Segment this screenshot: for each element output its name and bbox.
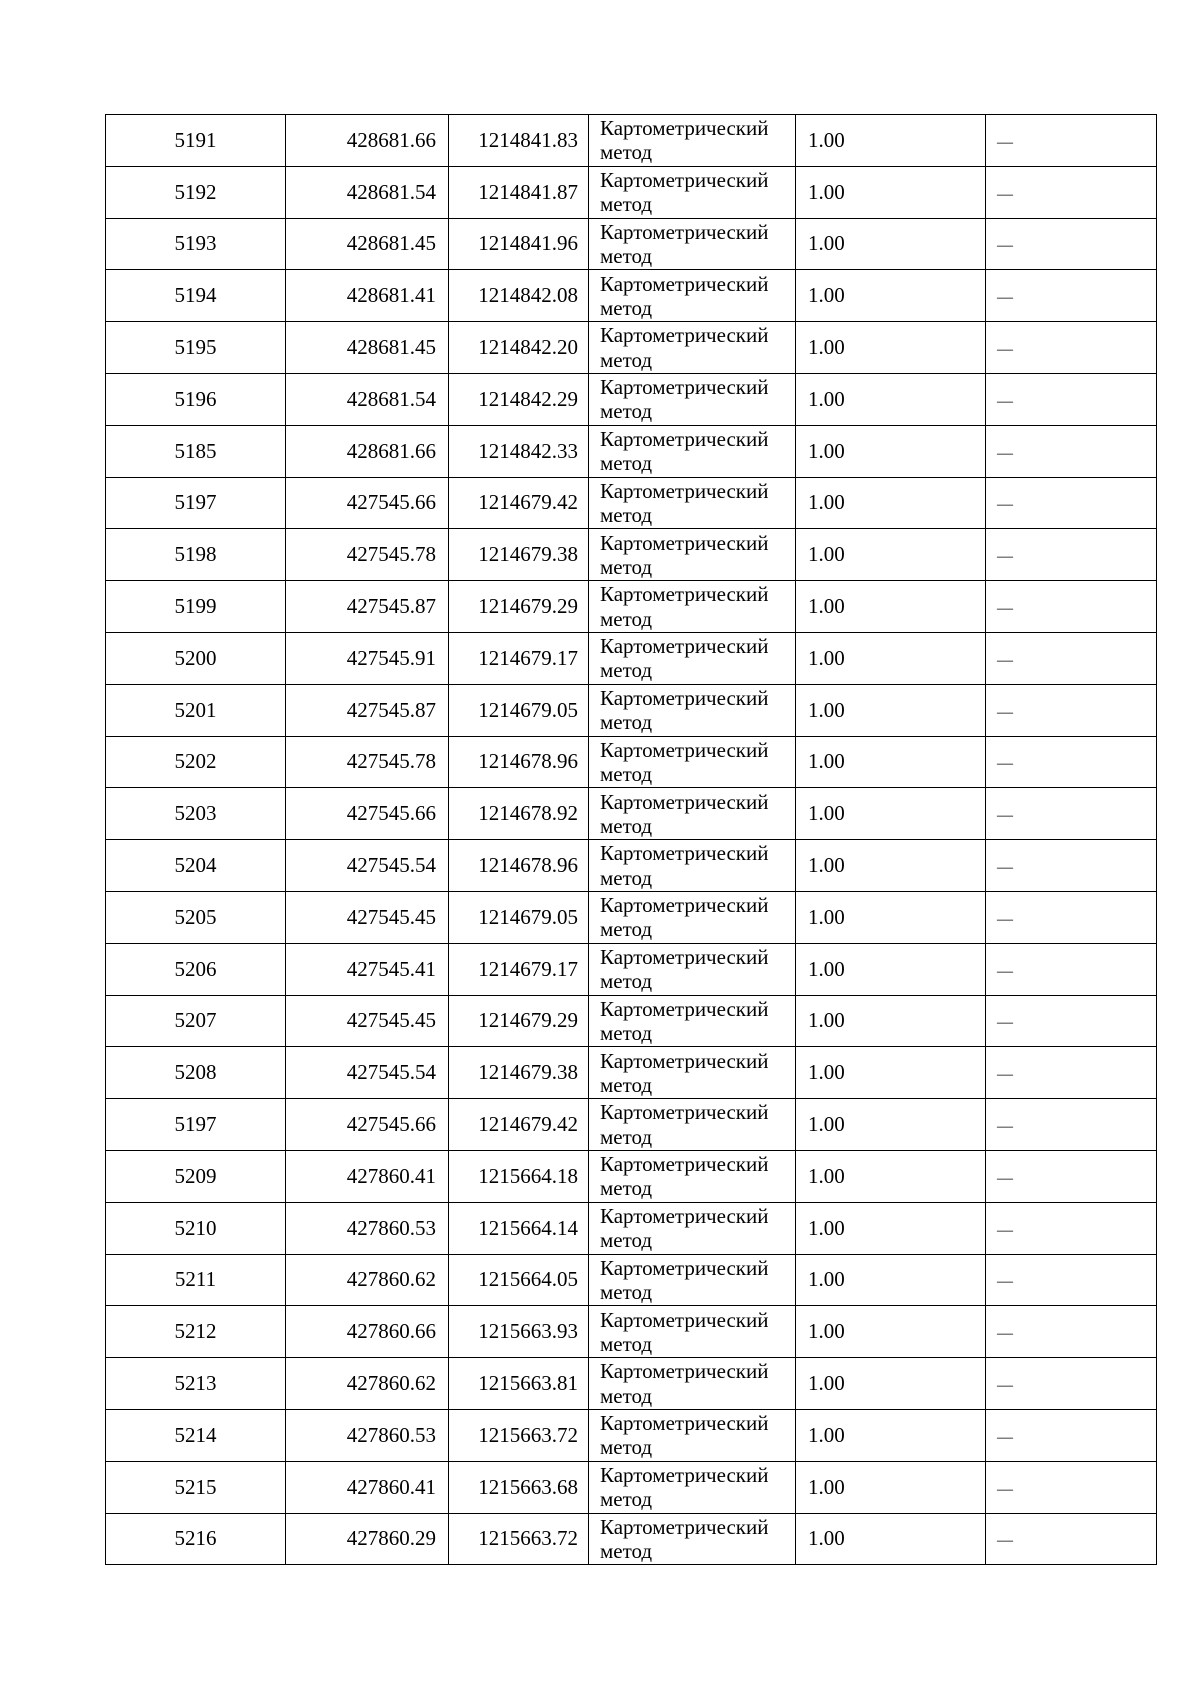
x-coordinate-cell: 427860.29 xyxy=(286,1513,449,1565)
method-line-2: метод xyxy=(600,1020,653,1045)
note-dash: — xyxy=(997,755,1013,773)
method-line-1: Картометрический xyxy=(600,1411,769,1436)
method-cell xyxy=(589,736,796,788)
x-coordinate-cell: 428681.54 xyxy=(286,166,449,218)
y-coordinate-cell: 1214842.20 xyxy=(449,322,589,374)
accuracy-cell: 1.00 xyxy=(796,1099,986,1151)
note-cell xyxy=(986,218,1157,270)
table-row xyxy=(106,322,1157,374)
note-cell xyxy=(986,529,1157,581)
method-line-2: метод xyxy=(600,1279,653,1304)
table-row xyxy=(106,1306,1157,1358)
x-coordinate-cell: 427545.78 xyxy=(286,736,449,788)
method-line-1: Картометрический xyxy=(600,737,769,762)
accuracy-cell: 1.00 xyxy=(796,1461,986,1513)
y-coordinate-cell: 1215664.18 xyxy=(449,1150,589,1202)
point-number-cell: 5208 xyxy=(106,1047,286,1099)
x-coordinate-cell: 427860.53 xyxy=(286,1202,449,1254)
method-line-1: Картометрический xyxy=(600,1359,769,1384)
method-cell xyxy=(589,425,796,477)
point-number-cell: 5212 xyxy=(106,1306,286,1358)
method-cell xyxy=(589,373,796,425)
table-row xyxy=(106,1099,1157,1151)
method-line-1: Картометрический xyxy=(600,168,769,193)
accuracy-cell: 1.00 xyxy=(796,1409,986,1461)
method-line-1: Картометрический xyxy=(600,1152,769,1177)
table-row xyxy=(106,788,1157,840)
y-coordinate-cell: 1214679.42 xyxy=(449,1099,589,1151)
y-coordinate-cell: 1214841.87 xyxy=(449,166,589,218)
method-line-1: Картометрический xyxy=(600,1203,769,1228)
x-coordinate-cell: 427545.54 xyxy=(286,840,449,892)
method-cell xyxy=(589,115,796,167)
note-dash: — xyxy=(997,1377,1013,1395)
note-dash: — xyxy=(997,1221,1013,1239)
note-dash: — xyxy=(997,1118,1013,1136)
method-line-1: Картометрический xyxy=(600,478,769,503)
note-dash: — xyxy=(997,185,1013,203)
method-line-1: Картометрический xyxy=(600,945,769,969)
note-cell xyxy=(986,1409,1157,1461)
note-cell xyxy=(986,1306,1157,1358)
note-dash: — xyxy=(997,289,1013,307)
note-dash: — xyxy=(997,703,1013,721)
accuracy-cell: 1.00 xyxy=(796,684,986,736)
note-cell xyxy=(986,995,1157,1047)
x-coordinate-cell: 427860.53 xyxy=(286,1409,449,1461)
note-dash: — xyxy=(997,1532,1013,1550)
point-number-cell: 5194 xyxy=(106,270,286,322)
x-coordinate-cell: 427860.62 xyxy=(286,1254,449,1306)
y-coordinate-cell: 1214841.96 xyxy=(449,218,589,270)
table-row xyxy=(106,166,1157,218)
method-line-1: Картометрический xyxy=(600,271,769,296)
method-line-1: Картометрический xyxy=(600,1462,769,1487)
accuracy-cell: 1.00 xyxy=(796,477,986,529)
note-cell xyxy=(986,425,1157,477)
note-dash: — xyxy=(997,444,1013,462)
accuracy-cell: 1.00 xyxy=(796,995,986,1047)
note-dash: — xyxy=(997,133,1013,151)
accuracy-cell: 1.00 xyxy=(796,218,986,270)
accuracy-cell: 1.00 xyxy=(796,529,986,581)
note-cell xyxy=(986,1513,1157,1565)
method-cell xyxy=(589,270,796,322)
method-line-2: метод xyxy=(600,1383,653,1408)
x-coordinate-cell: 427545.66 xyxy=(286,477,449,529)
y-coordinate-cell: 1214678.96 xyxy=(449,840,589,892)
note-dash: — xyxy=(997,341,1013,359)
method-line-1: Картометрический xyxy=(600,789,769,814)
method-line-1: Картометрический xyxy=(600,1255,769,1280)
point-number-cell: 5191 xyxy=(106,115,286,167)
method-cell xyxy=(589,684,796,736)
table-row xyxy=(106,1461,1157,1513)
point-number-cell: 5197 xyxy=(106,1099,286,1151)
method-line-2: метод xyxy=(600,1072,653,1097)
y-coordinate-cell: 1215664.05 xyxy=(449,1254,589,1306)
note-dash: — xyxy=(997,600,1013,618)
note-dash: — xyxy=(997,962,1013,980)
table-row xyxy=(106,684,1157,736)
note-cell xyxy=(986,788,1157,840)
note-cell xyxy=(986,1254,1157,1306)
note-dash: — xyxy=(997,392,1013,410)
x-coordinate-cell: 427545.41 xyxy=(286,943,449,995)
method-line-2: метод xyxy=(600,399,653,424)
method-line-1: Картометрический xyxy=(600,116,769,141)
table-row xyxy=(106,891,1157,943)
note-cell xyxy=(986,1047,1157,1099)
x-coordinate-cell: 427860.62 xyxy=(286,1358,449,1410)
method-cell xyxy=(589,477,796,529)
point-number-cell: 5202 xyxy=(106,736,286,788)
accuracy-cell: 1.00 xyxy=(796,1513,986,1565)
table-row xyxy=(106,115,1157,167)
point-number-cell: 5197 xyxy=(106,477,286,529)
method-line-2: метод xyxy=(600,1331,653,1356)
point-number-cell: 5205 xyxy=(106,891,286,943)
method-line-1: Картометрический xyxy=(600,582,769,607)
x-coordinate-cell: 427545.87 xyxy=(286,684,449,736)
table-row xyxy=(106,943,1157,995)
note-cell xyxy=(986,1461,1157,1513)
accuracy-cell: 1.00 xyxy=(796,840,986,892)
note-dash: — xyxy=(997,1066,1013,1084)
x-coordinate-cell: 427545.66 xyxy=(286,788,449,840)
method-line-1: Картометрический xyxy=(600,686,769,711)
table-row xyxy=(106,1409,1157,1461)
method-cell xyxy=(589,166,796,218)
accuracy-cell: 1.00 xyxy=(796,270,986,322)
method-line-1: Картометрический xyxy=(600,323,769,348)
point-number-cell: 5216 xyxy=(106,1513,286,1565)
accuracy-cell: 1.00 xyxy=(796,788,986,840)
y-coordinate-cell: 1214679.38 xyxy=(449,1047,589,1099)
table-row xyxy=(106,1358,1157,1410)
method-line-2: метод xyxy=(600,710,653,735)
point-number-cell: 5209 xyxy=(106,1150,286,1202)
y-coordinate-cell: 1214842.29 xyxy=(449,373,589,425)
note-cell xyxy=(986,736,1157,788)
x-coordinate-cell: 427545.91 xyxy=(286,632,449,684)
note-cell xyxy=(986,1358,1157,1410)
note-cell xyxy=(986,322,1157,374)
accuracy-cell: 1.00 xyxy=(796,373,986,425)
y-coordinate-cell: 1215663.93 xyxy=(449,1306,589,1358)
y-coordinate-cell: 1215664.14 xyxy=(449,1202,589,1254)
method-line-1: Картометрический xyxy=(600,1048,769,1073)
note-dash: — xyxy=(997,807,1013,825)
x-coordinate-cell: 427545.45 xyxy=(286,891,449,943)
note-dash: — xyxy=(997,1325,1013,1343)
y-coordinate-cell: 1214679.05 xyxy=(449,684,589,736)
note-cell xyxy=(986,891,1157,943)
point-number-cell: 5213 xyxy=(106,1358,286,1410)
accuracy-cell: 1.00 xyxy=(796,1358,986,1410)
y-coordinate-cell: 1214679.42 xyxy=(449,477,589,529)
point-number-cell: 5196 xyxy=(106,373,286,425)
method-cell xyxy=(589,632,796,684)
table-row xyxy=(106,477,1157,529)
table-row xyxy=(106,840,1157,892)
method-line-2: метод xyxy=(600,1228,653,1253)
y-coordinate-cell: 1214841.83 xyxy=(449,115,589,167)
accuracy-cell: 1.00 xyxy=(796,736,986,788)
method-line-1: Картометрический xyxy=(600,1307,769,1332)
method-line-1: Картометрический xyxy=(600,530,769,555)
accuracy-cell: 1.00 xyxy=(796,943,986,995)
note-cell xyxy=(986,632,1157,684)
method-cell xyxy=(589,1409,796,1461)
y-coordinate-cell: 1214678.96 xyxy=(449,736,589,788)
table-row xyxy=(106,270,1157,322)
note-dash: — xyxy=(997,1014,1013,1032)
note-dash: — xyxy=(997,1480,1013,1498)
y-coordinate-cell: 1215663.72 xyxy=(449,1513,589,1565)
method-cell xyxy=(589,1099,796,1151)
x-coordinate-cell: 427545.54 xyxy=(286,1047,449,1099)
accuracy-cell: 1.00 xyxy=(796,1047,986,1099)
x-coordinate-cell: 427545.78 xyxy=(286,529,449,581)
point-number-cell: 5198 xyxy=(106,529,286,581)
y-coordinate-cell: 1214679.17 xyxy=(449,632,589,684)
method-line-2: метод xyxy=(600,502,653,527)
point-number-cell: 5195 xyxy=(106,322,286,374)
note-dash: — xyxy=(997,859,1013,877)
note-cell xyxy=(986,840,1157,892)
x-coordinate-cell: 428681.54 xyxy=(286,373,449,425)
method-cell xyxy=(589,1306,796,1358)
x-coordinate-cell: 427545.87 xyxy=(286,581,449,633)
y-coordinate-cell: 1214679.29 xyxy=(449,581,589,633)
table-row xyxy=(106,1150,1157,1202)
note-dash: — xyxy=(997,548,1013,566)
y-coordinate-cell: 1214679.05 xyxy=(449,891,589,943)
method-cell xyxy=(589,1358,796,1410)
y-coordinate-cell: 1214842.33 xyxy=(449,425,589,477)
method-cell xyxy=(589,788,796,840)
method-line-1: Картометрический xyxy=(600,1514,769,1539)
table-row xyxy=(106,529,1157,581)
method-line-2: метод xyxy=(600,1124,653,1149)
coordinates-table xyxy=(105,114,1157,1565)
table-row xyxy=(106,425,1157,477)
x-coordinate-cell: 428681.66 xyxy=(286,115,449,167)
method-line-2: метод xyxy=(600,243,653,268)
y-coordinate-cell: 1214678.92 xyxy=(449,788,589,840)
method-line-2: метод xyxy=(600,1176,653,1201)
accuracy-cell: 1.00 xyxy=(796,581,986,633)
coordinates-table-body xyxy=(106,115,1157,1565)
method-cell xyxy=(589,943,796,995)
note-cell xyxy=(986,115,1157,167)
method-line-2: метод xyxy=(600,1487,653,1512)
method-cell xyxy=(589,1047,796,1099)
method-line-2: метод xyxy=(600,1435,653,1460)
method-cell xyxy=(589,995,796,1047)
x-coordinate-cell: 428681.66 xyxy=(286,425,449,477)
point-number-cell: 5192 xyxy=(106,166,286,218)
point-number-cell: 5207 xyxy=(106,995,286,1047)
method-cell xyxy=(589,218,796,270)
table-row xyxy=(106,1513,1157,1565)
x-coordinate-cell: 427860.66 xyxy=(286,1306,449,1358)
y-coordinate-cell: 1215663.81 xyxy=(449,1358,589,1410)
accuracy-cell: 1.00 xyxy=(796,1150,986,1202)
x-coordinate-cell: 428681.45 xyxy=(286,218,449,270)
table-row xyxy=(106,218,1157,270)
point-number-cell: 5215 xyxy=(106,1461,286,1513)
note-cell xyxy=(986,581,1157,633)
method-cell xyxy=(589,1150,796,1202)
method-cell xyxy=(589,1513,796,1565)
method-line-1: Картометрический xyxy=(600,841,769,866)
accuracy-cell: 1.00 xyxy=(796,322,986,374)
method-line-2: метод xyxy=(600,813,653,838)
y-coordinate-cell: 1214842.08 xyxy=(449,270,589,322)
method-line-1: Картометрический xyxy=(600,996,769,1021)
method-cell xyxy=(589,529,796,581)
note-dash: — xyxy=(997,1428,1013,1446)
note-cell xyxy=(986,1099,1157,1151)
x-coordinate-cell: 427545.45 xyxy=(286,995,449,1047)
method-line-2: метод xyxy=(600,295,653,320)
method-line-2: метод xyxy=(600,140,653,165)
method-cell xyxy=(589,581,796,633)
note-cell xyxy=(986,943,1157,995)
y-coordinate-cell: 1214679.38 xyxy=(449,529,589,581)
method-line-2: метод xyxy=(600,1538,653,1563)
accuracy-cell: 1.00 xyxy=(796,1202,986,1254)
accuracy-cell: 1.00 xyxy=(796,1254,986,1306)
note-cell xyxy=(986,373,1157,425)
point-number-cell: 5210 xyxy=(106,1202,286,1254)
accuracy-cell: 1.00 xyxy=(796,1306,986,1358)
table-row xyxy=(106,632,1157,684)
method-cell xyxy=(589,840,796,892)
x-coordinate-cell: 428681.41 xyxy=(286,270,449,322)
point-number-cell: 5200 xyxy=(106,632,286,684)
method-cell xyxy=(589,1254,796,1306)
point-number-cell: 5211 xyxy=(106,1254,286,1306)
method-line-2: метод xyxy=(600,969,653,994)
method-cell xyxy=(589,1202,796,1254)
method-line-2: метод xyxy=(600,658,653,683)
method-line-2: метод xyxy=(600,917,653,942)
method-cell xyxy=(589,322,796,374)
note-cell xyxy=(986,1150,1157,1202)
accuracy-cell: 1.00 xyxy=(796,425,986,477)
method-line-2: метод xyxy=(600,347,653,372)
y-coordinate-cell: 1215663.68 xyxy=(449,1461,589,1513)
method-line-1: Картометрический xyxy=(600,1100,769,1125)
table-row xyxy=(106,995,1157,1047)
table-row xyxy=(106,1254,1157,1306)
method-cell xyxy=(589,1461,796,1513)
x-coordinate-cell: 427860.41 xyxy=(286,1150,449,1202)
method-line-2: метод xyxy=(600,451,653,476)
table-row xyxy=(106,1047,1157,1099)
accuracy-cell: 1.00 xyxy=(796,891,986,943)
x-coordinate-cell: 427545.66 xyxy=(286,1099,449,1151)
note-dash: — xyxy=(997,910,1013,928)
point-number-cell: 5201 xyxy=(106,684,286,736)
method-line-2: метод xyxy=(600,554,653,579)
note-dash: — xyxy=(997,1273,1013,1291)
note-dash: — xyxy=(997,1169,1013,1187)
method-line-2: метод xyxy=(600,865,653,890)
point-number-cell: 5185 xyxy=(106,425,286,477)
note-dash: — xyxy=(997,237,1013,255)
y-coordinate-cell: 1214679.17 xyxy=(449,943,589,995)
accuracy-cell: 1.00 xyxy=(796,115,986,167)
table-row xyxy=(106,1202,1157,1254)
x-coordinate-cell: 428681.45 xyxy=(286,322,449,374)
note-cell xyxy=(986,270,1157,322)
accuracy-cell: 1.00 xyxy=(796,632,986,684)
method-line-1: Картометрический xyxy=(600,219,769,244)
note-cell xyxy=(986,477,1157,529)
note-cell xyxy=(986,1202,1157,1254)
method-line-2: метод xyxy=(600,606,653,631)
y-coordinate-cell: 1214679.29 xyxy=(449,995,589,1047)
accuracy-cell: 1.00 xyxy=(796,166,986,218)
method-line-1: Картометрический xyxy=(600,375,769,400)
point-number-cell: 5203 xyxy=(106,788,286,840)
point-number-cell: 5214 xyxy=(106,1409,286,1461)
method-line-1: Картометрический xyxy=(600,634,769,659)
method-cell xyxy=(589,891,796,943)
table-row xyxy=(106,581,1157,633)
method-line-2: метод xyxy=(600,761,653,786)
point-number-cell: 5206 xyxy=(106,943,286,995)
x-coordinate-cell: 427860.41 xyxy=(286,1461,449,1513)
table-row xyxy=(106,736,1157,788)
note-dash: — xyxy=(997,496,1013,514)
note-dash: — xyxy=(997,651,1013,669)
point-number-cell: 5199 xyxy=(106,581,286,633)
point-number-cell: 5193 xyxy=(106,218,286,270)
method-line-2: метод xyxy=(600,192,653,217)
table-row xyxy=(106,373,1157,425)
y-coordinate-cell: 1215663.72 xyxy=(449,1409,589,1461)
method-line-1: Картометрический xyxy=(600,427,769,452)
method-line-1: Картометрический xyxy=(600,893,769,918)
note-cell xyxy=(986,166,1157,218)
note-cell xyxy=(986,684,1157,736)
point-number-cell: 5204 xyxy=(106,840,286,892)
